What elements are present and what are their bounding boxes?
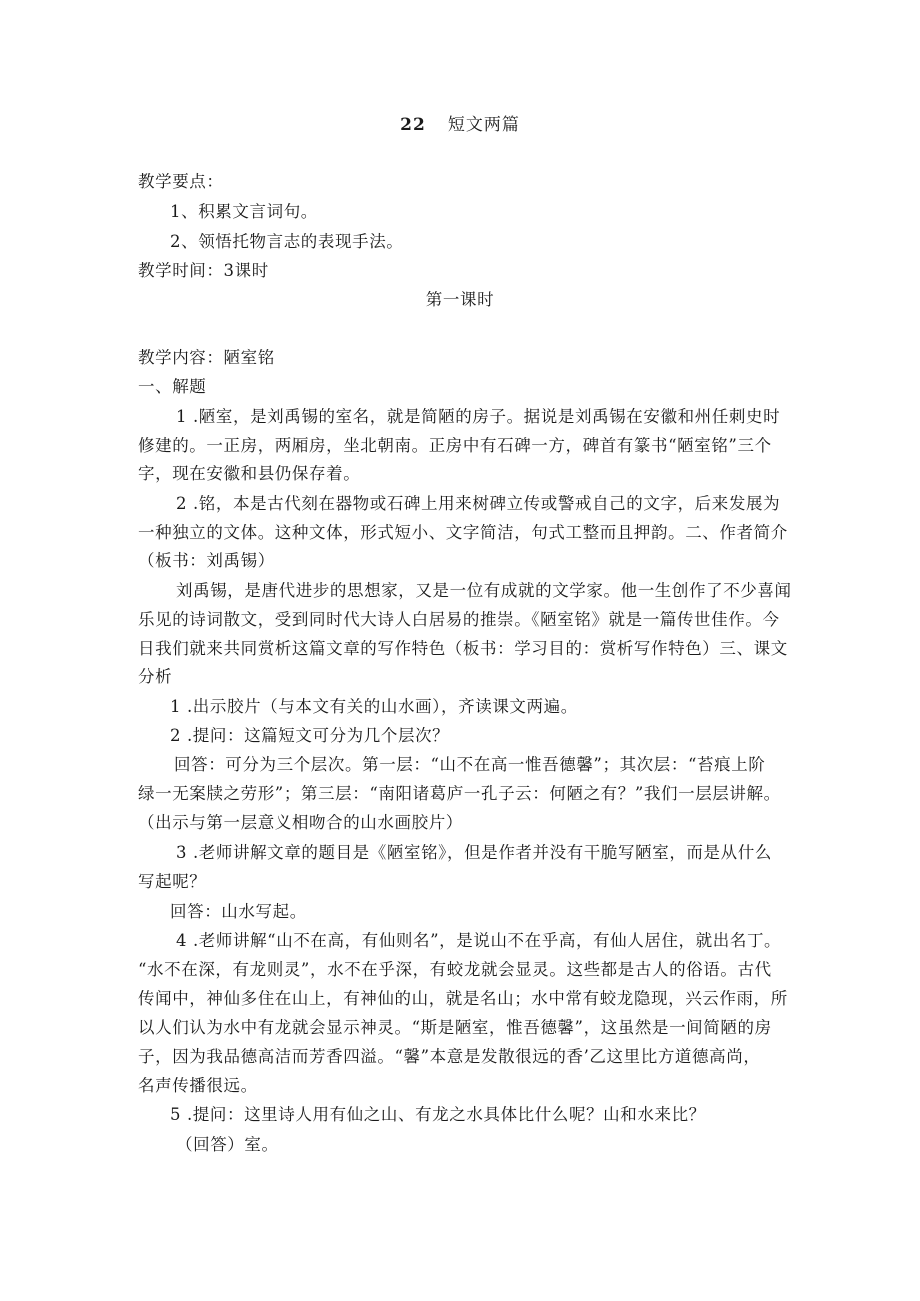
- lesson-title: 短文两篇: [447, 115, 520, 135]
- lesson-number: 22: [400, 115, 426, 135]
- paragraph-line: 名声传播很远。: [138, 1076, 258, 1095]
- paragraph-line: 5 .提问：这里诗人用有仙之山、有龙之水具体比什么呢？山和水来比？: [170, 1105, 706, 1124]
- paragraph-line: 刘禹锡，是唐代进步的思想家，又是一位有成就的文学家。他一生创作了不少喜闻: [176, 581, 792, 600]
- paragraph-line: 3 .老师讲解文章的题目是《陋室铭》，但是作者并没有干脆写陋室，而是从什么: [176, 843, 772, 862]
- paragraph-line: （板书：刘禹锡）: [138, 551, 275, 570]
- paragraph-line: 回答：山水写起。: [170, 902, 307, 921]
- teaching-time: 教学时间：3课时: [138, 261, 269, 280]
- paragraph-line: “水不在深，有龙则灵”，水不在乎深，有蛟龙就会显灵。这些都是古人的俗语。古代: [138, 960, 772, 979]
- teaching-content: 教学内容：陋室铭: [138, 348, 275, 367]
- key-point-2: 2、领悟托物言志的表现手法。: [170, 232, 404, 251]
- paragraph-line: 1 .出示胶片（与本文有关的山水画），齐读课文两遍。: [170, 697, 578, 716]
- paragraph-line: 回答：可分为三个层次。第一层：“山不在高一惟吾德馨”；其次层：“苔痕上阶: [174, 755, 766, 774]
- paragraph-line: 乐见的诗词散文，受到同时代大诗人白居易的推崇。《陋室铭》就是一篇传世佳作。今: [138, 610, 780, 629]
- paragraph-line: 字，现在安徽和县仍保存着。: [138, 464, 361, 483]
- paragraph-line: （回答）室。: [176, 1135, 279, 1154]
- paragraph-line: 日我们就来共同赏析这篇文章的写作特色（板书：学习目的：赏析写作特色）三、课文: [138, 639, 788, 658]
- section-heading-key-points: 教学要点：: [138, 172, 224, 191]
- paragraph-line: 2 .提问：这篇短文可分为几个层次？: [170, 726, 450, 745]
- document-title: [0, 112, 920, 138]
- key-point-1: 1、积累文言词句。: [170, 202, 318, 221]
- paragraph-line: 写起呢？: [138, 872, 207, 891]
- paragraph-line: （出示与第一层意义相吻合的山水画胶片）: [138, 813, 463, 832]
- section-explain-title: 一、解题: [138, 377, 207, 396]
- paragraph-line: 修建的。一正房，两厢房，坐北朝南。正房中有石碑一方，碑首有篆书“陋室铭”三个: [138, 436, 772, 455]
- paragraph-line: 绿一无案牍之劳形”；第三层：“南阳诸葛庐一孔子云：何陋之有？”我们一层层讲解。: [138, 784, 781, 803]
- paragraph-line: 2 .铭，本是古代刻在器物或石碑上用来树碑立传或警戒自己的文字，后来发展为: [176, 494, 781, 513]
- paragraph-line: 1 .陋室，是刘禹锡的室名，就是简陋的房子。据说是刘禹锡在安徽和州任刺史时: [176, 407, 781, 426]
- session-heading: 第一课时: [425, 290, 495, 309]
- paragraph-line: 传闻中，神仙多住在山上，有神仙的山，就是名山；水中常有蛟龙隐现，兴云作雨，所: [138, 989, 788, 1008]
- paragraph-line: 一种独立的文体。这种文体，形式短小、文字简洁，句式工整而且押韵。二、作者简介: [138, 523, 788, 542]
- paragraph-line: 4 .老师讲解“山不在高，有仙则名”，是说山不在乎高，有仙人居住，就出名丁。: [176, 931, 782, 950]
- paragraph-line: 子，因为我品德高洁而芳香四溢。“馨”本意是发散很远的香’乙这里比方道德高尚，: [138, 1047, 761, 1066]
- paragraph-line: 以人们认为水中有龙就会显示神灵。“斯是陋室，惟吾德馨”，这虽然是一间简陋的房: [138, 1018, 772, 1037]
- paragraph-line: 分析: [138, 667, 173, 686]
